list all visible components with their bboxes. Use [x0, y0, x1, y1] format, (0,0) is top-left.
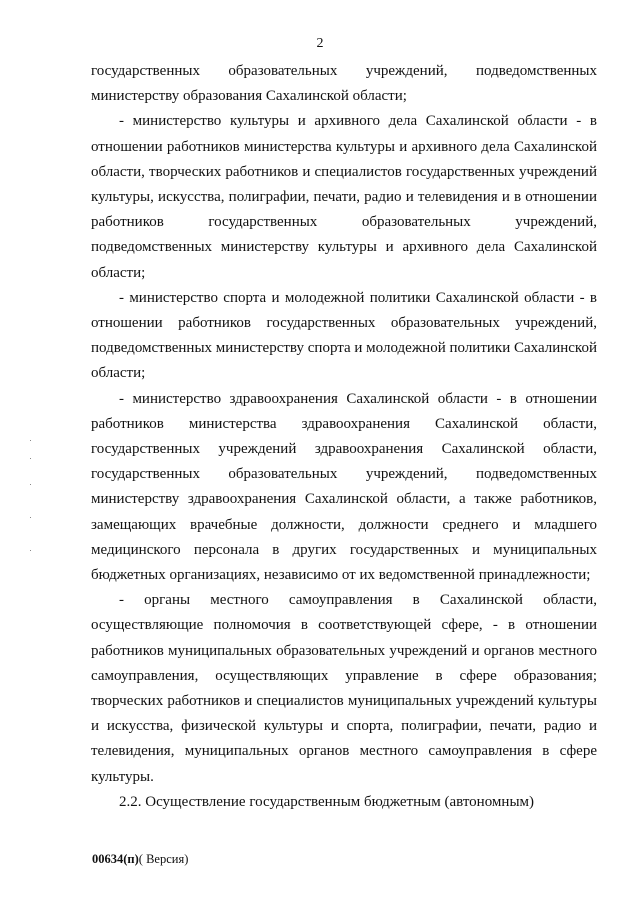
- paragraph-section-2-2: 2.2. Осуществление государственным бюджетным (автономным): [119, 793, 535, 810]
- document-body: [91, 59, 597, 815]
- paragraph-culture-ministry: - министерство культуры и архивного дела Сахалинской области - в отношении работников министерства культуры и архивного дела Сахалинской области, творческих работников и специалистов государственных учреждений культуры, искусства, полиграфии, печати, радио и телевидения и в отношении работников государственных образовательных учреждений, подведомственных министерству культуры и архивного дела Сахалинской области;: [91, 113, 597, 281]
- paragraph-health-ministry: - министерство здравоохранения Сахалинской области - в отношении работников министерства здравоохранения Сахалинской области, государственных учреждений здравоохранения Сахалинской области, государственных образовательных учреждений, подведомственных министерству здравоохранения Сахалинской области, а также работников, замещающих врачебные должности, должности среднего и младшего медицинского персонала в других государственных и муниципальных бюджетных организациях, независимо от их ведомственной принадлежности;: [91, 390, 597, 584]
- footer-document-code: [92, 852, 188, 867]
- footer-version: ( Версия): [138, 852, 189, 866]
- paragraph-continuation: государственных образовательных учреждений, подведомственных министерству образования Сахалинской области;: [91, 63, 597, 105]
- scan-margin-artifact: [30, 440, 32, 560]
- footer-code: 00634(п): [92, 852, 139, 866]
- page-number: 2: [316, 36, 324, 51]
- paragraph-sport-ministry: - министерство спорта и молодежной политики Сахалинской области - в отношении работников государственных образовательных учреждений, подведомственных министерству спорта и молодежной политики Сахалинской области;: [91, 289, 597, 382]
- paragraph-local-government: - органы местного самоуправления в Сахалинской области, осуществляющие полномочия в соответствующей сфере, - в отношении работников муниципальных образовательных учреждений и органов местного самоуправления, осуществляющих управление в сфере образования; творческих работников и специалистов муниципальных учреждений культуры и искусства, физической культуры и спорта, полиграфии, печати, радио и телевидения, муниципальных органов местного самоуправления в сфере культуры.: [91, 592, 597, 785]
